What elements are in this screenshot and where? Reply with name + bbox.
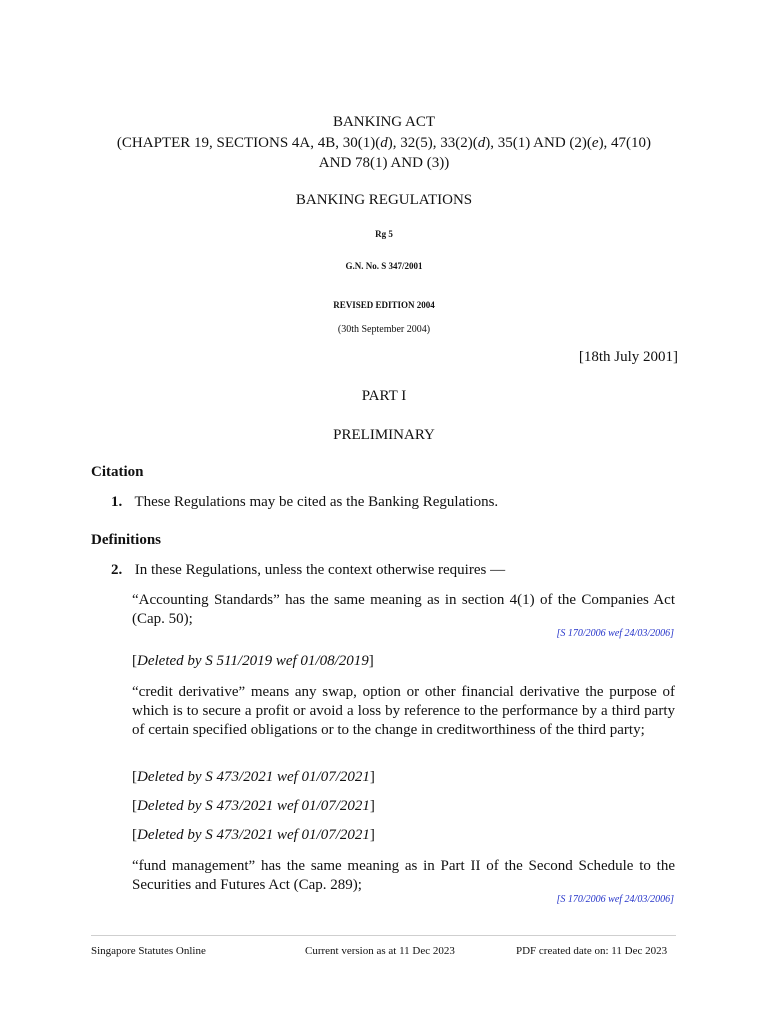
act-sections-line1 xyxy=(0,133,768,153)
act-sections-part-b: ), 32(5), 33(2)( xyxy=(387,135,478,151)
revised-edition: REVISED EDITION 2004 xyxy=(333,300,435,310)
definition-fund-management xyxy=(132,857,675,895)
footer-source: Singapore Statutes Online xyxy=(91,945,206,957)
act-sections-part-a: (CHAPTER 19, SECTIONS 4A, 4B, 30(1)( xyxy=(116,135,381,151)
act-title: BANKING ACT xyxy=(332,114,436,130)
paragraph-2-number: 2. xyxy=(111,562,123,578)
definition-credit-derivative-text: “credit derivative” means any swap, option or other financial derivative the purpose of which is to secure a profit or avoid a loss by reference to the performance by a third party of certain specified obligations or to the change in creditworthiness of the third party; xyxy=(132,684,675,738)
act-sections-italic-d2: d xyxy=(477,135,486,151)
act-sections-italic-e: e xyxy=(591,135,599,151)
deleted-entry-1-text: Deleted by S 511/2019 wef 01/08/2019 xyxy=(137,653,369,669)
footer-pdf-created: PDF created date on: 11 Dec 2023 xyxy=(516,945,668,957)
part-title: PRELIMINARY xyxy=(333,427,435,443)
commencement-date: [18th July 2001] xyxy=(578,349,678,365)
rg-number: Rg 5 xyxy=(375,229,393,239)
definition-credit-derivative xyxy=(132,683,675,740)
amendment-reference-2: [S 170/2006 wef 24/03/2006] xyxy=(556,894,674,905)
paragraph-1-text: These Regulations may be cited as the Banking Regulations. xyxy=(134,494,499,510)
act-sections-part-c: ), 35(1) AND (2)( xyxy=(485,135,592,151)
revised-date: (30th September 2004) xyxy=(337,324,431,335)
paragraph-1 xyxy=(111,494,498,511)
act-sections-line2: AND 78(1) AND (3)) xyxy=(318,155,450,171)
deleted-entry-1: [Deleted by S 511/2019 wef 01/08/2019] xyxy=(132,653,374,669)
deleted-entry-2: [Deleted by S 473/2021 wef 01/07/2021] xyxy=(132,769,375,785)
paragraph-2 xyxy=(111,562,505,579)
part-number: PART I xyxy=(361,388,407,404)
definition-accounting-standards xyxy=(132,591,675,629)
deleted-entry-4-text: Deleted by S 473/2021 wef 01/07/2021 xyxy=(137,827,370,843)
act-sections-part-d: ), 47(10) xyxy=(598,135,652,151)
deleted-entry-3-text: Deleted by S 473/2021 wef 01/07/2021 xyxy=(137,798,370,814)
definition-accounting-standards-text: “Accounting Standards” has the same meaning as in section 4(1) of the Companies Act (Cap. 50); xyxy=(132,592,675,627)
footer-divider xyxy=(91,935,676,936)
footer-current-version: Current version as at 11 Dec 2023 xyxy=(305,945,455,957)
paragraph-2-text: In these Regulations, unless the context otherwise requires — xyxy=(134,562,506,578)
deleted-entry-2-text: Deleted by S 473/2021 wef 01/07/2021 xyxy=(137,769,370,785)
definitions-heading: Definitions xyxy=(91,532,162,548)
paragraph-1-number: 1. xyxy=(111,494,123,510)
amendment-reference-1: [S 170/2006 wef 24/03/2006] xyxy=(556,628,674,639)
citation-heading: Citation xyxy=(91,464,144,480)
regulations-title: BANKING REGULATIONS xyxy=(295,192,473,208)
deleted-entry-4: [Deleted by S 473/2021 wef 01/07/2021] xyxy=(132,827,375,843)
gn-number: G.N. No. S 347/2001 xyxy=(345,261,423,271)
act-sections-italic-d1: d xyxy=(380,135,388,151)
definition-fund-management-text: “fund management” has the same meaning as in Part II of the Second Schedule to the Securities and Futures Act (Cap. 289); xyxy=(132,858,675,893)
deleted-entry-3: [Deleted by S 473/2021 wef 01/07/2021] xyxy=(132,798,375,814)
